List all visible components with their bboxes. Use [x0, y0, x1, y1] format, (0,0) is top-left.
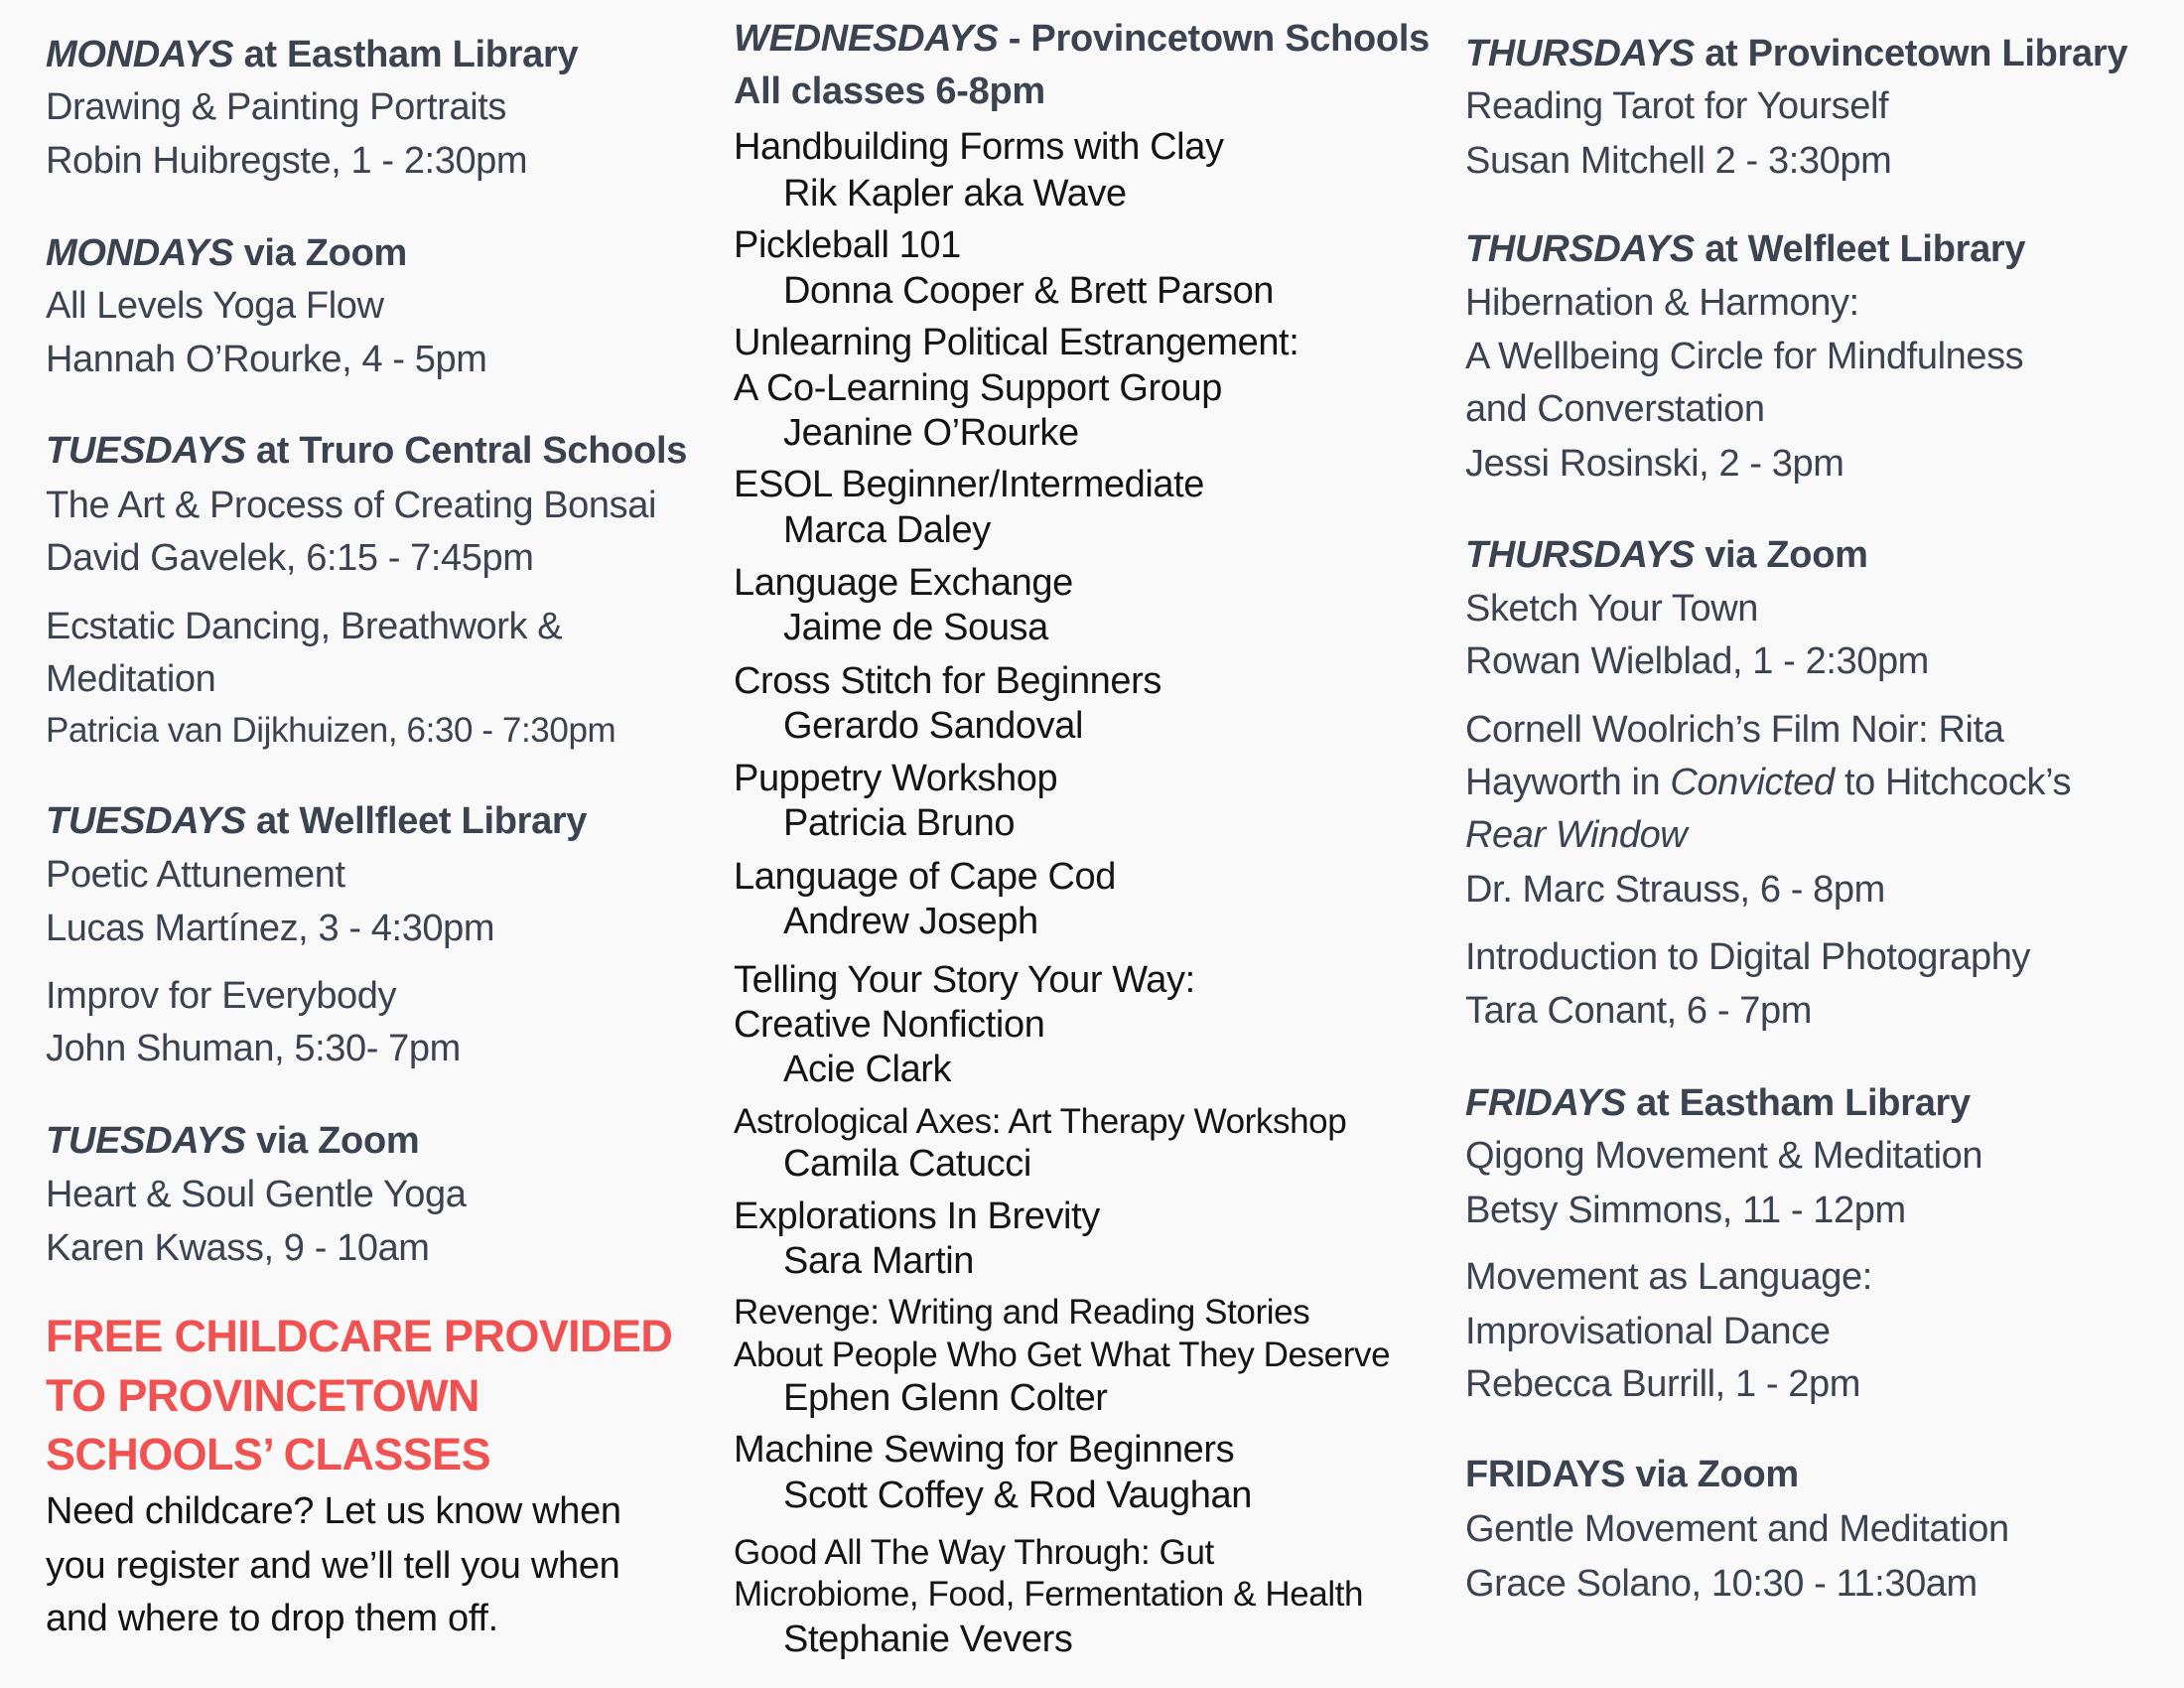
section-header-monday-eastham: MONDAYS at Eastham Library — [46, 34, 579, 75]
class-title: Good All The Way Through: Gut — [734, 1533, 1214, 1572]
class-title: Creative Nonfiction — [734, 1004, 1045, 1046]
class-instructor-time: Robin Huibregste, 1 - 2:30pm — [46, 140, 528, 182]
class-title: Improv for Everybody — [46, 975, 397, 1017]
class-title: Explorations In Brevity — [734, 1196, 1100, 1237]
class-title: Hayworth in Convicted to Hitchcock’s — [1465, 762, 2072, 803]
class-instructor-time: Karen Kwass, 9 - 10am — [46, 1227, 430, 1269]
class-title: Sketch Your Town — [1465, 588, 1759, 630]
class-title: Astrological Axes: Art Therapy Workshop — [734, 1102, 1347, 1141]
childcare-note: and where to drop them off. — [46, 1598, 498, 1639]
class-instructor: Stephanie Vevers — [783, 1618, 1073, 1660]
class-title: ESOL Beginner/Intermediate — [734, 464, 1205, 505]
class-title: A Co-Learning Support Group — [734, 367, 1222, 409]
class-instructor-time: Susan Mitchell 2 - 3:30pm — [1465, 140, 1892, 182]
class-instructor: Rik Kapler aka Wave — [783, 173, 1127, 214]
class-instructor-time: Rebecca Burrill, 1 - 2pm — [1465, 1363, 1860, 1405]
section-header-tuesday-wellfleet: TUESDAYS at Wellfleet Library — [46, 800, 588, 842]
class-title: Ecstatic Dancing, Breathwork & — [46, 606, 563, 647]
class-instructor-time: Grace Solano, 10:30 - 11:30am — [1465, 1563, 1978, 1605]
section-header-tuesday-truro: TUESDAYS at Truro Central Schools — [46, 430, 688, 472]
class-title: Pickleball 101 — [734, 224, 961, 266]
class-title: Qigong Movement & Meditation — [1465, 1135, 1983, 1177]
class-title: Language Exchange — [734, 562, 1073, 604]
class-title: Drawing & Painting Portraits — [46, 86, 507, 128]
class-instructor: Ephen Glenn Colter — [783, 1377, 1108, 1419]
class-title: and Converstation — [1465, 388, 1765, 430]
section-header-friday-zoom: FRIDAYS via Zoom — [1465, 1454, 1799, 1495]
class-instructor: Jaime de Sousa — [783, 607, 1048, 648]
class-title: Machine Sewing for Beginners — [734, 1429, 1235, 1471]
class-instructor: Andrew Joseph — [783, 901, 1038, 942]
class-title: Unlearning Political Estrangement: — [734, 322, 1299, 363]
class-title: Revenge: Writing and Reading Stories — [734, 1293, 1310, 1332]
class-instructor-time: Jessi Rosinski, 2 - 3pm — [1465, 443, 1844, 485]
class-instructor-time: Betsy Simmons, 11 - 12pm — [1465, 1190, 1906, 1231]
section-subheader-times: All classes 6-8pm — [734, 70, 1045, 112]
class-title: Heart & Soul Gentle Yoga — [46, 1174, 467, 1215]
class-title: All Levels Yoga Flow — [46, 285, 384, 327]
class-title: Improvisational Dance — [1465, 1311, 1831, 1352]
section-header-monday-zoom: MONDAYS via Zoom — [46, 232, 407, 274]
film-title-italic: Convicted — [1670, 762, 1835, 803]
class-instructor-time: Dr. Marc Strauss, 6 - 8pm — [1465, 869, 1885, 911]
class-instructor: Camila Catucci — [783, 1143, 1031, 1185]
class-title: Gentle Movement and Meditation — [1465, 1508, 2009, 1550]
class-instructor: Patricia Bruno — [783, 802, 1016, 844]
class-title: Poetic Attunement — [46, 854, 345, 896]
childcare-headline: TO PROVINCETOWN — [46, 1370, 479, 1421]
class-title: Puppetry Workshop — [734, 758, 1058, 799]
section-header-thursday-welfleet: THURSDAYS at Welfleet Library — [1465, 228, 2026, 270]
section-header-thursday-zoom: THURSDAYS via Zoom — [1465, 534, 1868, 576]
class-title: The Art & Process of Creating Bonsai — [46, 485, 657, 526]
childcare-note: you register and we’ll tell you when — [46, 1545, 620, 1587]
class-title: Hibernation & Harmony: — [1465, 282, 1859, 324]
section-header-friday-eastham: FRIDAYS at Eastham Library — [1465, 1082, 1971, 1124]
class-instructor-time: Tara Conant, 6 - 7pm — [1465, 990, 1812, 1032]
section-header-tuesday-zoom: TUESDAYS via Zoom — [46, 1120, 420, 1162]
class-instructor-time: John Shuman, 5:30- 7pm — [46, 1028, 461, 1069]
class-instructor: Jeanine O’Rourke — [783, 412, 1079, 454]
class-title: Handbuilding Forms with Clay — [734, 126, 1224, 168]
class-title: Cornell Woolrich’s Film Noir: Rita — [1465, 709, 2004, 751]
class-instructor-time: Patricia van Dijkhuizen, 6:30 - 7:30pm — [46, 711, 616, 750]
class-title: Cross Stitch for Beginners — [734, 660, 1161, 702]
class-title: Introduction to Digital Photography — [1465, 936, 2031, 978]
film-title-italic: Rear Window — [1465, 814, 1688, 856]
class-title: Telling Your Story Your Way: — [734, 959, 1195, 1001]
section-header-wednesday: WEDNESDAYS - Provincetown Schools — [734, 18, 1430, 60]
class-title: About People Who Get What They Deserve — [734, 1336, 1391, 1374]
class-instructor-time: Lucas Martínez, 3 - 4:30pm — [46, 908, 495, 949]
class-instructor: Donna Cooper & Brett Parson — [783, 270, 1275, 312]
childcare-headline: SCHOOLS’ CLASSES — [46, 1429, 490, 1479]
class-title: A Wellbeing Circle for Mindfulness — [1465, 336, 2024, 377]
class-instructor-time: Rowan Wielblad, 1 - 2:30pm — [1465, 640, 1929, 682]
class-instructor-time: David Gavelek, 6:15 - 7:45pm — [46, 537, 534, 579]
class-instructor-time: Hannah O’Rourke, 4 - 5pm — [46, 339, 487, 380]
class-title — [1465, 816, 1687, 854]
class-instructor: Gerardo Sandoval — [783, 705, 1084, 747]
class-instructor: Acie Clark — [783, 1049, 952, 1090]
childcare-note: Need childcare? Let us know when — [46, 1490, 621, 1532]
class-instructor: Marca Daley — [783, 509, 991, 551]
childcare-headline: FREE CHILDCARE PROVIDED — [46, 1311, 673, 1361]
class-title: Meditation — [46, 658, 216, 700]
class-title: Microbiome, Food, Fermentation & Health — [734, 1575, 1364, 1614]
class-instructor: Scott Coffey & Rod Vaughan — [783, 1475, 1252, 1516]
section-header-thursday-provincetown: THURSDAYS at Provincetown Library — [1465, 33, 2128, 74]
class-title: Language of Cape Cod — [734, 856, 1116, 898]
class-title: Movement as Language: — [1465, 1256, 1872, 1298]
class-instructor: Sara Martin — [783, 1240, 975, 1282]
class-title: Reading Tarot for Yourself — [1465, 85, 1889, 127]
